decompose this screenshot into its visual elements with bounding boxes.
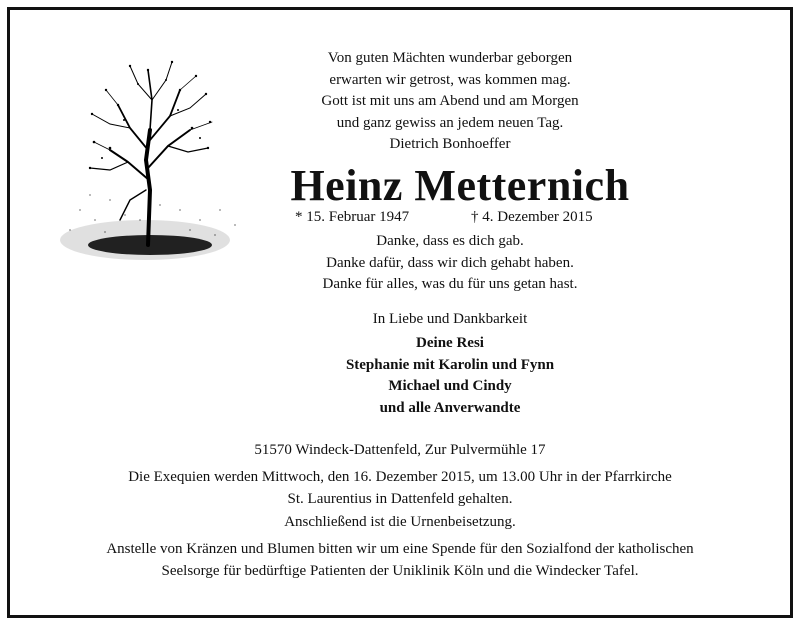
family-member: Michael und Cindy [388, 378, 512, 394]
family-member: und alle Anverwandte [379, 399, 521, 416]
service-line: Die Exequien werden Mittwoch, den 16. Dezember 2015, um 13.00 Uhr in der Pfarrkirche [128, 469, 672, 485]
donation-line: Seelsorge für bedürftige Patienten der Uniklinik Köln und die Windecker Tafel. [161, 562, 639, 579]
family-address: 51570 Windeck-Dattenfeld, Zur Pulvermühle 17 [254, 442, 546, 458]
thanks-line: Danke für alles, was du für uns getan hast. [322, 276, 578, 292]
bonhoeffer-poem [250, 48, 650, 156]
tree-illustration-icon [50, 50, 250, 270]
poem-line: Gott ist mit uns am Abend und am Morgen [321, 93, 579, 109]
family-member: Deine Resi [416, 335, 484, 351]
poem-line: erwarten wir getrost, was kommen mag. [329, 71, 571, 88]
family-signatures [250, 333, 650, 419]
thanks-verse [250, 231, 650, 296]
poem-line: Von guten Mächten wunderbar geborgen [327, 50, 573, 66]
urn-burial-info: Anschließend ist die Urnenbeisetzung. [284, 514, 516, 530]
deceased-name: Heinz Metternich [290, 161, 630, 210]
thanks-line: Danke dafür, dass wir dich gehabt haben. [326, 254, 574, 271]
service-line: St. Laurentius in Dattenfeld gehalten. [287, 490, 513, 507]
family-member: Stephanie mit Karolin und Fynn [345, 356, 555, 373]
donation-request [50, 539, 750, 582]
funeral-service-info [70, 467, 730, 510]
death-date: † 4. Dezember 2015 [471, 209, 593, 225]
donation-line: Anstelle von Kränzen und Blumen bitten wir um eine Spende für den Sozialfond der katholischen [106, 541, 694, 557]
thanks-line: Danke, dass es dich gab. [376, 233, 524, 249]
love-line: In Liebe und Dankbarkeit [372, 311, 528, 327]
poem-line: und ganz gewiss an jedem neuen Tag. [336, 114, 564, 131]
poem-author: Dietrich Bonhoeffer [389, 136, 511, 152]
birth-date: * 15. Februar 1947 [295, 209, 410, 225]
